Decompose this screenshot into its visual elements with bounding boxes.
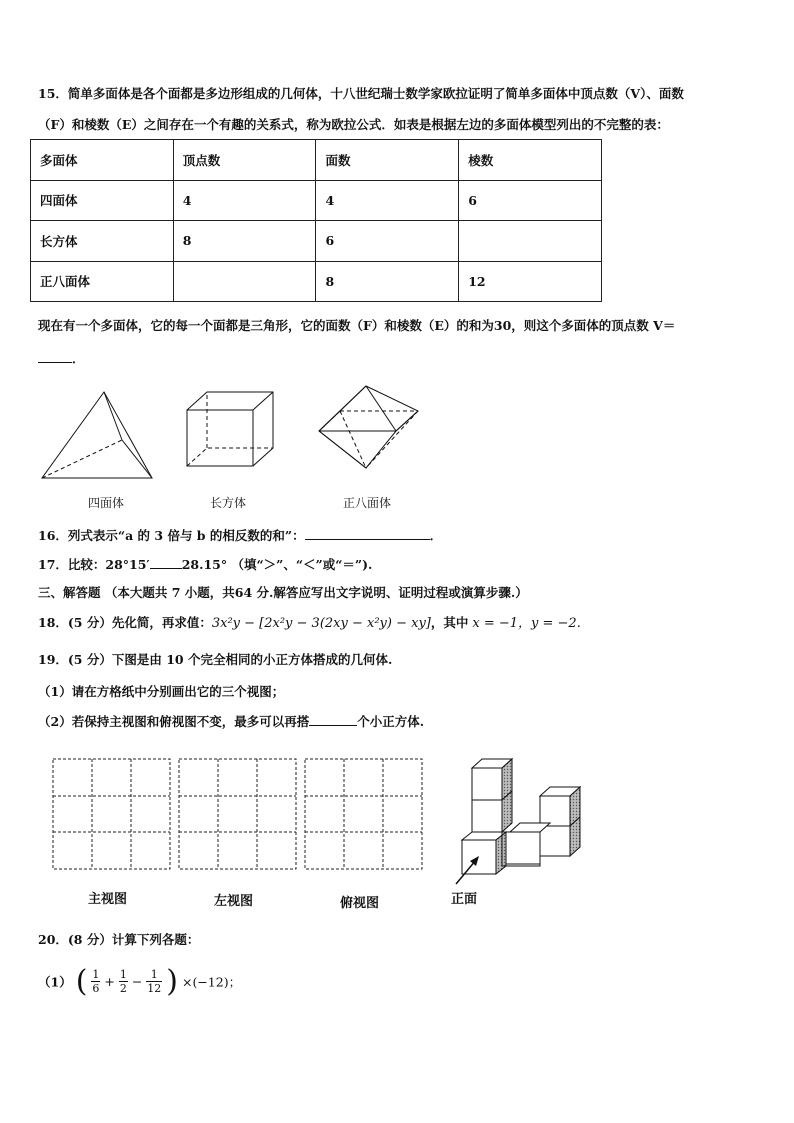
section-3-heading: 三、解答题 （本大题共 7 小题，共64 分.解答应写出文字说明、证明过程或演算步骤.） [38,585,528,600]
stacked-cubes-figure [446,756,586,886]
plus-sign: + [104,974,115,989]
right-paren: ) [166,964,178,999]
q20-line: 20．(8 分）计算下列各题： [38,932,200,947]
table-header-cell: 棱数 [459,140,602,181]
table-header-cell: 面数 [316,140,459,181]
q18-mid: ，其中 [430,615,469,630]
table-cell: 6 [316,221,459,262]
minus-sign: − [131,974,143,989]
q16-end: ． [429,528,443,543]
table-header-cell: 多面体 [31,140,174,181]
table-cell: 长方体 [31,221,174,262]
left-paren: ( [75,964,88,999]
table-cell: 8 [316,261,459,302]
q18-line [38,612,581,631]
table-cell: 正八面体 [31,261,174,302]
table-cell [173,261,316,302]
q17-line [38,555,372,573]
table-cell: 四面体 [31,180,174,221]
answer-blank[interactable] [150,568,182,569]
q17-prefix: 17．比较：28°15′ [38,557,150,572]
q15-line2: （F）和棱数（E）之间存在一个有趣的关系式，称为欧拉公式．如表是根据左边的多面体模型列出的不完整的表： [38,117,669,132]
caption-cuboid: 长方体 [210,496,247,510]
q17-suffix: 28.15° （填“＞”、“＜”或“＝”). [181,557,373,572]
table-row [31,180,602,221]
q19-sub2 [38,712,424,730]
q15-line3: 现在有一个多面体，它的每一个面都是三角形，它的面数（F）和棱数（E）的和为30，则这个多面体的顶点数 V＝ [38,318,676,333]
table-header-row [31,140,602,181]
caption-octahedron: 正八面体 [343,496,392,510]
octahedron-figure [316,383,420,471]
cuboid-figure [183,388,278,470]
front-view-label: 主视图 [88,892,128,907]
q20-sub1 [38,964,241,1004]
numerator: 1 [146,968,162,982]
q15-line4 [38,349,85,367]
denominator: 2 [119,982,127,995]
answer-blank[interactable] [305,539,430,540]
answer-blank[interactable] [38,362,72,363]
q18-prefix: 18．(5 分）先化简，再求值： [38,615,212,630]
table-cell [459,221,602,262]
fraction-1-2 [119,968,128,995]
q16-line [38,526,442,544]
q20-sub1-prefix: （1） [38,974,72,990]
q15-line1: 15．简单多面体是各个面都是多边形组成的几何体，十八世纪瑞士数学家欧拉证明了简单多面体中顶点数（V）、面数 [38,86,684,101]
denominator: 6 [92,982,100,995]
table-cell: 12 [459,261,602,302]
table-cell: 4 [316,180,459,221]
q20-sub1-suffix: ×(−12)； [181,974,242,990]
fraction-1-12 [146,968,162,995]
q19-sub1: （1）请在方格纸中分别画出它的三个视图； [38,684,285,699]
left-view-label: 左视图 [214,894,254,909]
table-cell: 4 [173,180,316,221]
table-cell: 6 [459,180,602,221]
q18-condition: x = −1，y = −2. [472,616,581,631]
q15-line4-end: ． [72,351,85,366]
front-direction-label: 正面 [451,892,478,907]
denominator: 12 [147,982,162,995]
numerator: 1 [92,968,100,981]
fraction-1-6 [91,968,100,995]
answer-blank[interactable] [309,725,357,726]
numerator: 1 [119,968,127,981]
table-header-cell: 顶点数 [173,140,316,181]
table-row [31,261,602,302]
left-view-grid[interactable] [176,756,301,871]
top-view-grid[interactable] [302,756,427,871]
top-view-label: 俯视图 [340,896,380,911]
q19-sub2-prefix: （2）若保持主视图和俯视图不变，最多可以再搭 [38,714,310,729]
q19-line: 19．(5 分）下图是由 10 个完全相同的小正方体搭成的几何体. [38,652,393,667]
tetrahedron-figure [38,388,158,483]
q18-expression: 3x²y − [2x²y − 3(2xy − x²y) − xy] [211,616,431,631]
q19-sub2-suffix: 个小正方体. [357,714,425,729]
table-cell: 8 [173,221,316,262]
caption-tetrahedron: 四面体 [88,496,125,510]
table-row [31,221,602,262]
front-view-grid[interactable] [50,756,175,871]
q16-text: 16．列式表示“a 的 3 倍与 b 的相反数的和”： [38,528,305,543]
polyhedron-table [30,139,602,302]
